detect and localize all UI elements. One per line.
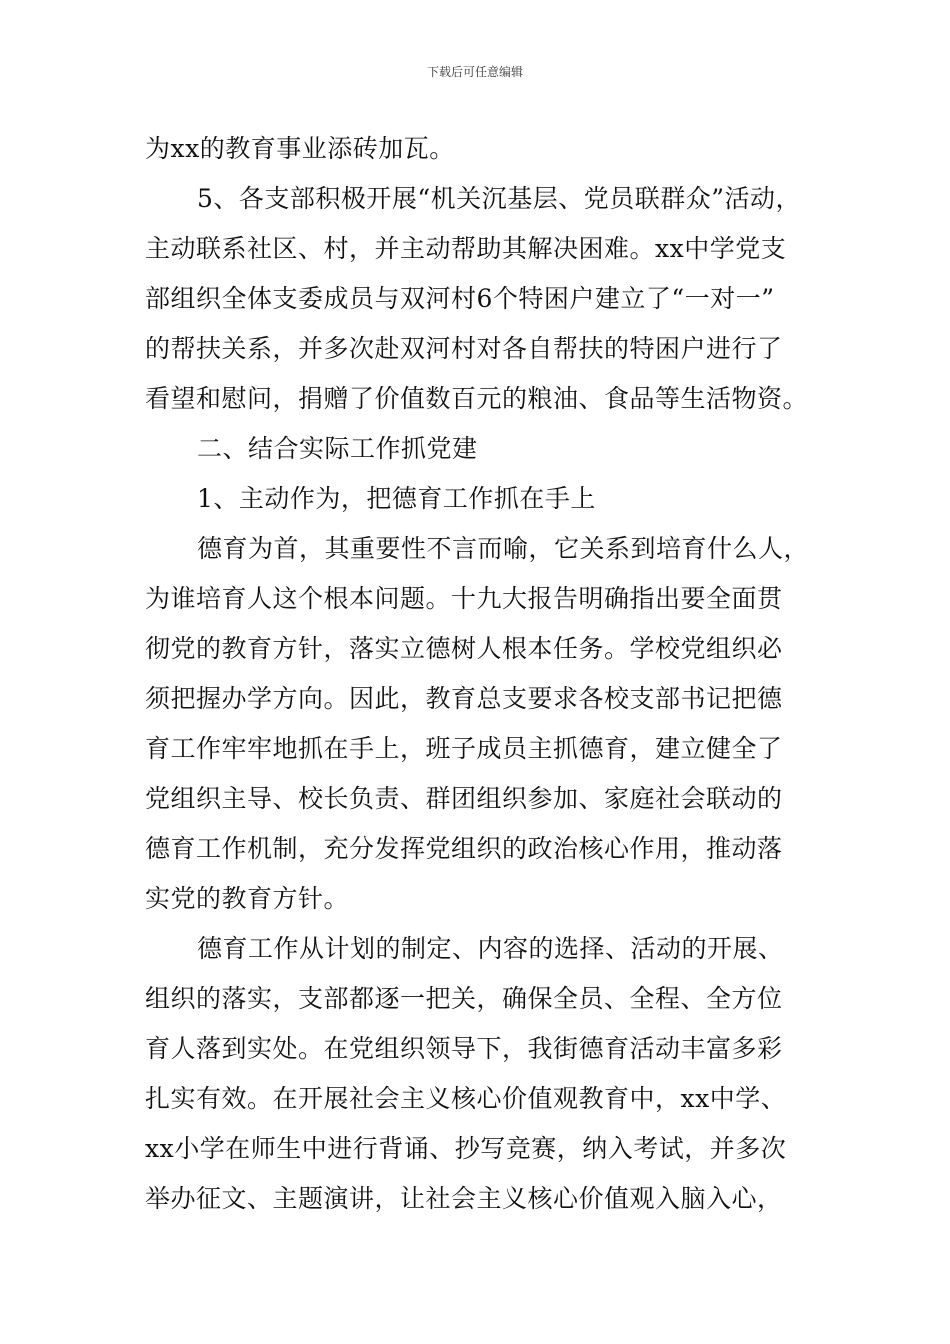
- document-body: [145, 124, 835, 1224]
- paragraph-line: 为xx的教育事业添砖加瓦。: [145, 134, 455, 163]
- paragraph-line: 须把握办学方向。因此，教育总支要求各校支部书记把德: [145, 684, 783, 713]
- paragraph-line: 彻党的教育方针，落实立德树人根本任务。学校党组织必: [145, 634, 783, 663]
- paragraph-line: 部组织全体支委成员与双河村6个特困户建立了“一对一”: [145, 284, 775, 313]
- paragraph-line: 实党的教育方针。: [145, 884, 350, 913]
- paragraph-line: 主动联系社区、村，并主动帮助其解决困难。xx中学党支: [145, 234, 787, 263]
- section-heading: 二、结合实际工作抓党建: [197, 434, 478, 463]
- paragraph-line: 扎实有效。在开展社会主义核心价值观教育中，xx中学、: [145, 1084, 787, 1113]
- paragraph-line: 看望和慰问，捐赠了价值数百元的粮油、食品等生活物资。: [145, 384, 809, 413]
- paragraph-line: 党组织主导、校长负责、群团组织参加、家庭社会联动的: [145, 784, 783, 813]
- subsection-heading: 1、主动作为，把德育工作抓在手上: [197, 484, 596, 513]
- paragraph-line: 组织的落实，支部都逐一把关，确保全员、全程、全方位: [145, 984, 783, 1013]
- paragraph-line: 的帮扶关系，并多次赴双河村对各自帮扶的特困户进行了: [145, 334, 783, 363]
- paragraph-line: 德育为首，其重要性不言而喻，它关系到培育什么人，: [197, 534, 810, 563]
- paragraph-line: xx小学在师生中进行背诵、抄写竞赛，纳入考试，并多次: [145, 1134, 787, 1163]
- page-header: 下载后可任意编辑: [426, 65, 523, 79]
- paragraph-line: 5、各支部积极开展“机关沉基层、党员联群众”活动，: [197, 184, 801, 213]
- paragraph-line: 育工作牢牢地抓在手上，班子成员主抓德育，建立健全了: [145, 734, 783, 763]
- paragraph-line: 德育工作机制，充分发挥党组织的政治核心作用，推动落: [145, 834, 783, 863]
- paragraph-line: 育人落到实处。在党组织领导下，我街德育活动丰富多彩: [145, 1034, 783, 1063]
- paragraph-line: 举办征文、主题演讲，让社会主义核心价值观入脑入心，: [145, 1184, 783, 1213]
- paragraph-line: 德育工作从计划的制定、内容的选择、活动的开展、: [197, 934, 784, 963]
- paragraph-line: 为谁培育人这个根本问题。十九大报告明确指出要全面贯: [145, 584, 783, 613]
